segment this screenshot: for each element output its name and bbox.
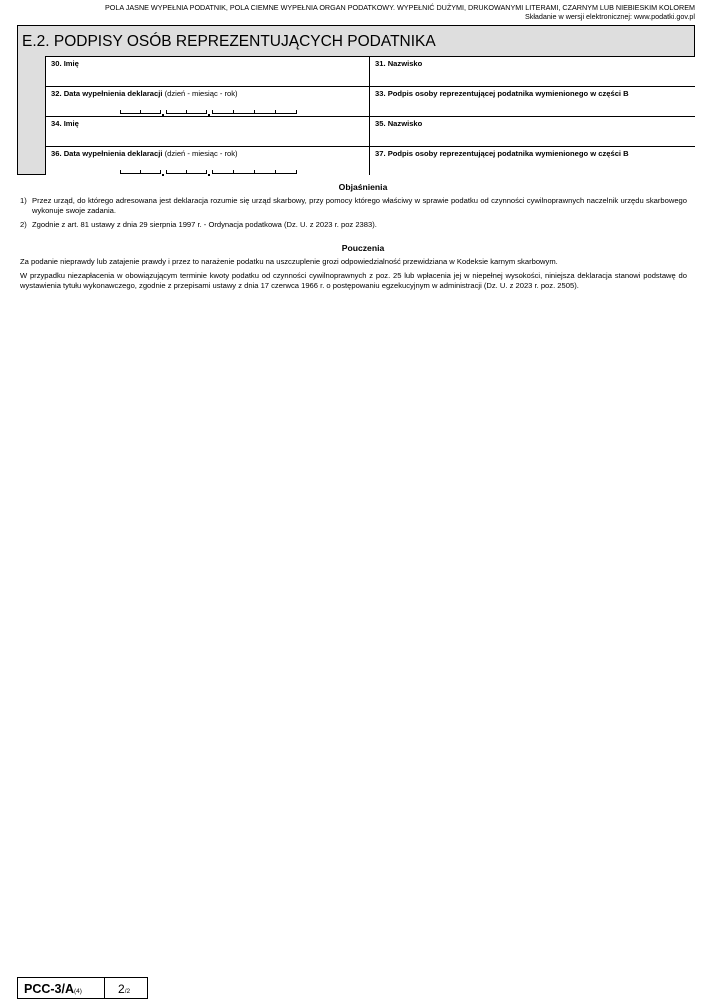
header-electronic-filing: Składanie w wersji elektronicznej: www.podatki.gov.pl xyxy=(524,12,695,21)
field-label: Imię xyxy=(63,59,79,68)
page-number: 2 xyxy=(118,982,125,996)
field-37-signature[interactable] xyxy=(369,146,695,175)
field-label: Nazwisko xyxy=(387,119,423,128)
field-32-declaration-date[interactable] xyxy=(45,86,369,116)
field-label: Data wypełnienia deklaracji xyxy=(63,89,163,98)
instruction-paragraph: W przypadku niezapłacenia w obowiązującym terminie kwoty podatku od czynności cywilnoprawnych z poz. 25 lub wpłacenia jej w niepełnej wysokości, niniejsza deklaracja stanowi podstawę do wystawienia tytułu wykonawczego, zgodnie z przepisami ustawy z dnia 17 czerwca 1966 r. o postępowaniu egzekucyjnym w administracji (Dz. U. z 2023 r. poz. 2505). xyxy=(20,271,687,290)
explanation-text: Zgodnie z art. 81 ustawy z dnia 29 sierpnia 1997 r. - Ordynacja podatkowa (Dz. U. z 2023 r. poz 2383). xyxy=(32,220,377,229)
form-footer xyxy=(17,977,148,999)
field-number: 33. xyxy=(375,89,386,98)
field-label: Nazwisko xyxy=(387,59,423,68)
field-31-last-name[interactable] xyxy=(369,56,695,86)
date-input-boxes[interactable] xyxy=(120,169,296,174)
field-35-last-name[interactable] xyxy=(369,116,695,146)
field-30-first-name[interactable] xyxy=(45,56,369,86)
instructions-heading: Pouczenia xyxy=(341,243,385,253)
field-33-signature[interactable] xyxy=(369,86,695,116)
page-total: /2 xyxy=(124,988,131,995)
explanation-item xyxy=(20,196,687,216)
field-hint: (dzień - miesiąc - rok) xyxy=(164,89,238,98)
explanation-number: 1) xyxy=(20,196,27,205)
field-label: Data wypełnienia deklaracji xyxy=(63,149,163,158)
footer-divider xyxy=(104,978,105,998)
form-version: (4) xyxy=(74,988,82,995)
date-input-boxes[interactable] xyxy=(120,109,296,114)
explanation-number: 2) xyxy=(20,220,27,229)
section-title: E.2. PODPISY OSÓB REPREZENTUJĄCYCH PODATNIKA xyxy=(22,33,436,50)
field-number: 36. xyxy=(51,149,62,158)
field-number: 37. xyxy=(375,149,386,158)
section-e2-form xyxy=(17,25,695,175)
field-number: 34. xyxy=(51,119,62,128)
field-number: 35. xyxy=(375,119,386,128)
instruction-paragraph: Za podanie nieprawdy lub zatajenie prawdy i przez to narażenie podatku na uszczuplenie grozi odpowiedzialność przewidziana w Kodeksie karnym skarbowym. xyxy=(20,257,558,266)
explanation-item xyxy=(20,220,687,230)
field-36-declaration-date[interactable] xyxy=(45,146,369,175)
field-label: Podpis osoby reprezentującej podatnika wymienionego w części B xyxy=(387,149,629,158)
field-number: 32. xyxy=(51,89,62,98)
field-label: Imię xyxy=(63,119,79,128)
header-instruction: POLA JASNE WYPEŁNIA PODATNIK, POLA CIEMNE WYPEŁNIA ORGAN PODATKOWY. WYPEŁNIĆ DUŻYMI, DRUKOWANYMI LITERAMI, CZARNYM LUB NIEBIESKIM KOLOREM xyxy=(104,3,695,12)
field-label: Podpis osoby reprezentującej podatnika wymienionego w części B xyxy=(387,89,629,98)
field-hint: (dzień - miesiąc - rok) xyxy=(164,149,238,158)
field-number: 31. xyxy=(375,59,386,68)
form-code: PCC-3/A xyxy=(24,982,75,996)
field-number: 30. xyxy=(51,59,62,68)
explanations-heading: Objaśnienia xyxy=(338,182,388,192)
explanation-text: Przez urząd, do którego adresowana jest deklaracja rozumie się urząd skarbowy, przy pomocy którego właściwy w sprawie podatku od czynności cywilnoprawnych naczelnik urzędu skarbowego wykonuje swoje zadania. xyxy=(32,196,687,215)
field-34-first-name[interactable] xyxy=(45,116,369,146)
